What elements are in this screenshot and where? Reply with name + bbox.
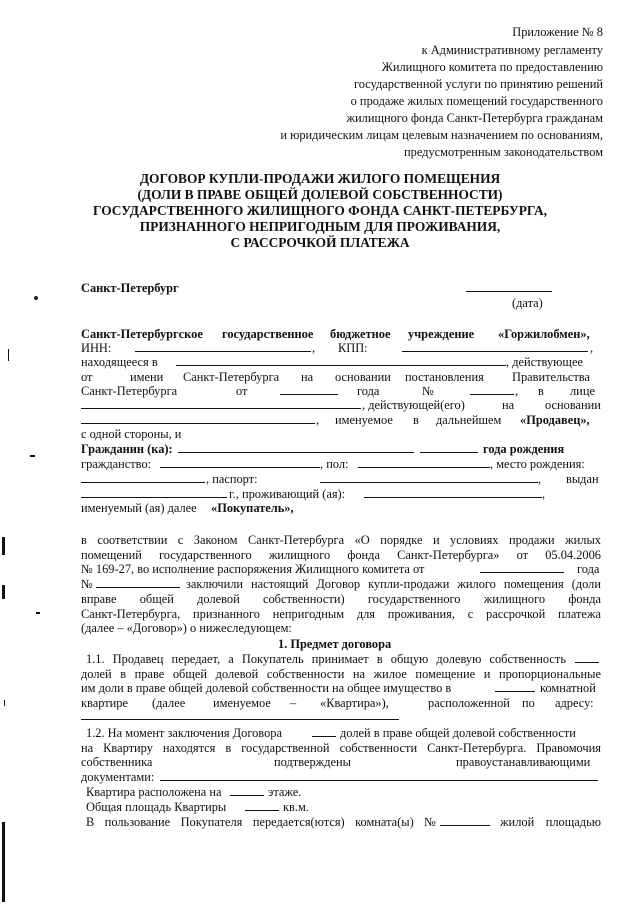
- appendix-line: Приложение № 8: [512, 25, 603, 39]
- document-title-line: ГОСУДАРСТВЕННОГО ЖИЛИЩНОГО ФОНДА САНКТ-ПЕТЕРБУРГА,: [93, 203, 547, 218]
- document-title-line: ДОГОВОР КУПЛИ-ПРОДАЖИ ЖИЛОГО ПОМЕЩЕНИЯ: [139, 171, 501, 186]
- scan-margin-mark: [30, 455, 35, 457]
- area-field[interactable]: [245, 810, 279, 811]
- birthplace-field[interactable]: [81, 482, 205, 483]
- seller-basis-word: имени: [130, 370, 164, 384]
- section-heading: 1. Предмет договора: [278, 637, 392, 651]
- resolution-comma: ,: [515, 384, 519, 398]
- passport-field[interactable]: [320, 482, 538, 483]
- seller-name-word: бюджетное: [330, 327, 391, 341]
- order-date-field[interactable]: [480, 572, 564, 573]
- seller-name-word: Санкт-Петербургское: [81, 327, 203, 341]
- resolution-number-label: №: [422, 384, 434, 398]
- scan-margin-mark: [4, 700, 5, 706]
- seller-role: «Продавец»,: [520, 413, 590, 427]
- resolution-date-field[interactable]: [280, 394, 338, 395]
- title-documents-label: документами:: [81, 770, 155, 784]
- clause-1-1-word: адресу:: [555, 696, 594, 710]
- resolution-from-label: от: [236, 384, 248, 398]
- room-number-field[interactable]: [440, 825, 490, 826]
- scan-margin-mark: [36, 612, 40, 614]
- inn-comma: ,: [312, 341, 316, 355]
- scan-margin-mark: [2, 822, 5, 902]
- seller-named-word: ,: [316, 413, 320, 427]
- scan-speck: [34, 296, 38, 300]
- passport-comma: ,: [538, 472, 542, 486]
- room-use-text: В пользование Покупателя передается(ются) комната(ы) №: [86, 815, 436, 829]
- document-title-line: (ДОЛИ В ПРАВЕ ОБЩЕЙ ДОЛЕВОЙ СОБСТВЕННОСТИ): [137, 187, 503, 202]
- seller-basis-word: от: [81, 370, 93, 384]
- seller-basis-word: на: [301, 370, 314, 384]
- state-share-field[interactable]: [312, 736, 336, 737]
- clause-1-1-word: квартире: [81, 696, 128, 710]
- residing-label: г., проживающий (ая):: [229, 487, 346, 501]
- representative-acting: , действующей(его): [362, 398, 465, 412]
- clause-1-1-line: 1.1. Продавец передает, а Покупатель принимает в общую долевую собственность: [86, 652, 566, 666]
- buyer-role: «Покупатель»,: [211, 501, 294, 515]
- scan-margin-mark: [2, 537, 5, 555]
- appendix-line: государственной услуги по принятию решений: [353, 77, 603, 91]
- document-title-line: ПРИЗНАННОГО НЕПРИГОДНЫМ ДЛЯ ПРОЖИВАНИЯ,: [139, 219, 501, 234]
- clause-1-1-word: по: [522, 696, 535, 710]
- seller-named-word: дальнейшем: [436, 413, 502, 427]
- apartment-address-field[interactable]: [81, 719, 399, 720]
- appendix-line: жилищного фонда Санкт-Петербурга гражданам: [346, 111, 603, 125]
- passport-issuer-field[interactable]: [81, 497, 227, 498]
- citizenship-label: гражданство:: [81, 457, 152, 471]
- clause-1-2-line: 1.2. На момент заключения Договора: [86, 726, 282, 740]
- clause-1-1-line: долей в праве общей долевой собственности на жилое помещение и пропорциональные: [81, 667, 601, 681]
- inn-field[interactable]: [135, 351, 311, 352]
- sex-field[interactable]: [358, 467, 490, 468]
- clause-1-1-rooms: комнатной: [540, 681, 596, 695]
- preamble-line: вправе общей долевой собственности) государственного жилищного фонда: [81, 592, 601, 606]
- date-field[interactable]: [466, 291, 552, 292]
- birth-year-label: года рождения: [483, 442, 565, 456]
- buyer-citizen-label: Гражданин (ка):: [81, 442, 173, 456]
- appendix-line: и юридическим лицам целевым назначением по основаниям,: [280, 128, 603, 142]
- clause-1-1-word: (далее: [152, 696, 186, 710]
- clause-1-1-word: расположенной: [428, 696, 510, 710]
- birthplace-label: , место рождения:: [490, 457, 585, 471]
- buyer-address-comma: ,: [542, 487, 546, 501]
- rooms-count-field[interactable]: [495, 691, 535, 692]
- seller-basis-word: основании: [335, 370, 391, 384]
- kpp-field[interactable]: [402, 351, 588, 352]
- clause-1-2-word: подтверждены: [274, 755, 351, 769]
- in-person-word: лице: [570, 384, 595, 398]
- representative-basis-field[interactable]: [81, 423, 315, 424]
- inn-label: ИНН:: [81, 341, 112, 355]
- seller-named-word: именуемое: [335, 413, 393, 427]
- one-side-text: с одной стороны, и: [81, 427, 182, 441]
- floor-suffix: этаже.: [268, 785, 302, 799]
- citizenship-field[interactable]: [160, 467, 320, 468]
- buyer-named-text: именуемый (ая) далее: [81, 501, 197, 515]
- order-number-field[interactable]: [96, 587, 180, 588]
- area-label: Общая площадь Квартиры: [86, 800, 227, 814]
- contract-place: Санкт-Петербург: [81, 281, 179, 295]
- floor-field[interactable]: [230, 795, 264, 796]
- preamble-line: помещений государственного жилищного фонда Санкт-Петербурга» от 05.04.2006: [81, 548, 601, 562]
- representative-basis-word: основании: [545, 398, 601, 412]
- clause-1-2-line: долей в праве общей долевой собственности: [340, 726, 576, 740]
- preamble-line: (далее – «Договор») о нижеследующем:: [81, 621, 292, 635]
- seller-acting-text: , действующее: [506, 355, 583, 369]
- clause-1-1-word: именуемое: [213, 696, 271, 710]
- clause-1-1-word: –: [290, 696, 297, 710]
- clause-1-2-line: на Квартиру находятся в государственной собственности Санкт-Петербурга. Правомочия: [81, 741, 601, 755]
- seller-location-label: находящееся в: [81, 355, 158, 369]
- seller-basis-city: Санкт-Петербурга: [81, 384, 178, 398]
- resolution-number-field[interactable]: [470, 394, 514, 395]
- preamble-line: заключили настоящий Договор купли-продажи жилого помещения (доли: [186, 577, 601, 591]
- seller-basis-word: Правительства: [512, 370, 590, 384]
- clause-1-1-word: «Квартира»),: [320, 696, 389, 710]
- representative-basis-word: на: [502, 398, 515, 412]
- scan-margin-mark: [2, 585, 5, 599]
- preamble-line: Санкт-Петербурга, признанного непригодным для проживания, с рассрочкой платежа: [81, 607, 601, 621]
- seller-basis-word: Санкт-Петербурга: [183, 370, 280, 384]
- sex-label: , пол:: [320, 457, 349, 471]
- kpp-label: КПП:: [338, 341, 368, 355]
- appendix-line: Жилищного комитета по предоставлению: [381, 60, 603, 74]
- passport-label: , паспорт:: [206, 472, 258, 486]
- preamble-line: в соответствии с Законом Санкт-Петербурга «О порядке и условиях продажи жилых: [81, 533, 601, 547]
- appendix-line: о продаже жилых помещений государственного: [350, 94, 603, 108]
- seller-named-word: в: [413, 413, 419, 427]
- area-unit: кв.м.: [283, 800, 309, 814]
- seller-name-word: государственное: [222, 327, 314, 341]
- buyer-birth-year-field[interactable]: [420, 452, 478, 453]
- seller-name-word: учреждение: [408, 327, 475, 341]
- issued-label: выдан: [566, 472, 599, 486]
- seller-address-field[interactable]: [176, 365, 506, 366]
- preamble-year: года: [577, 562, 600, 576]
- order-number-label: №: [81, 577, 93, 591]
- date-label: (дата): [512, 296, 543, 310]
- clause-1-2-word: собственника: [81, 755, 153, 769]
- preamble-line: № 169-27, во исполнение распоряжения Жилищного комитета от: [81, 562, 425, 576]
- buyer-address-field[interactable]: [364, 497, 542, 498]
- seller-name-word: «Горжилобмен»,: [498, 327, 590, 341]
- clause-1-1-line: им доли в праве общей долевой собственности на общее имущество в: [81, 681, 452, 695]
- document-title-line: С РАССРОЧКОЙ ПЛАТЕЖА: [230, 235, 410, 250]
- in-person-word: в: [538, 384, 544, 398]
- clause-1-2-word: правоустанавливающими: [456, 755, 591, 769]
- kpp-comma: ,: [590, 341, 594, 355]
- share-count-field[interactable]: [575, 662, 599, 663]
- appendix-line: к Административному регламенту: [421, 43, 603, 57]
- floor-label: Квартира расположена на: [86, 785, 222, 799]
- buyer-name-field[interactable]: [178, 452, 414, 453]
- resolution-year-label: года: [357, 384, 380, 398]
- representative-field[interactable]: [81, 408, 361, 409]
- living-area-label: жилой площадью: [500, 815, 601, 829]
- scan-margin-mark: [8, 349, 9, 361]
- title-documents-field[interactable]: [160, 780, 598, 781]
- seller-basis-word: постановления: [405, 370, 484, 384]
- appendix-line: предусмотренным законодательством: [404, 145, 603, 159]
